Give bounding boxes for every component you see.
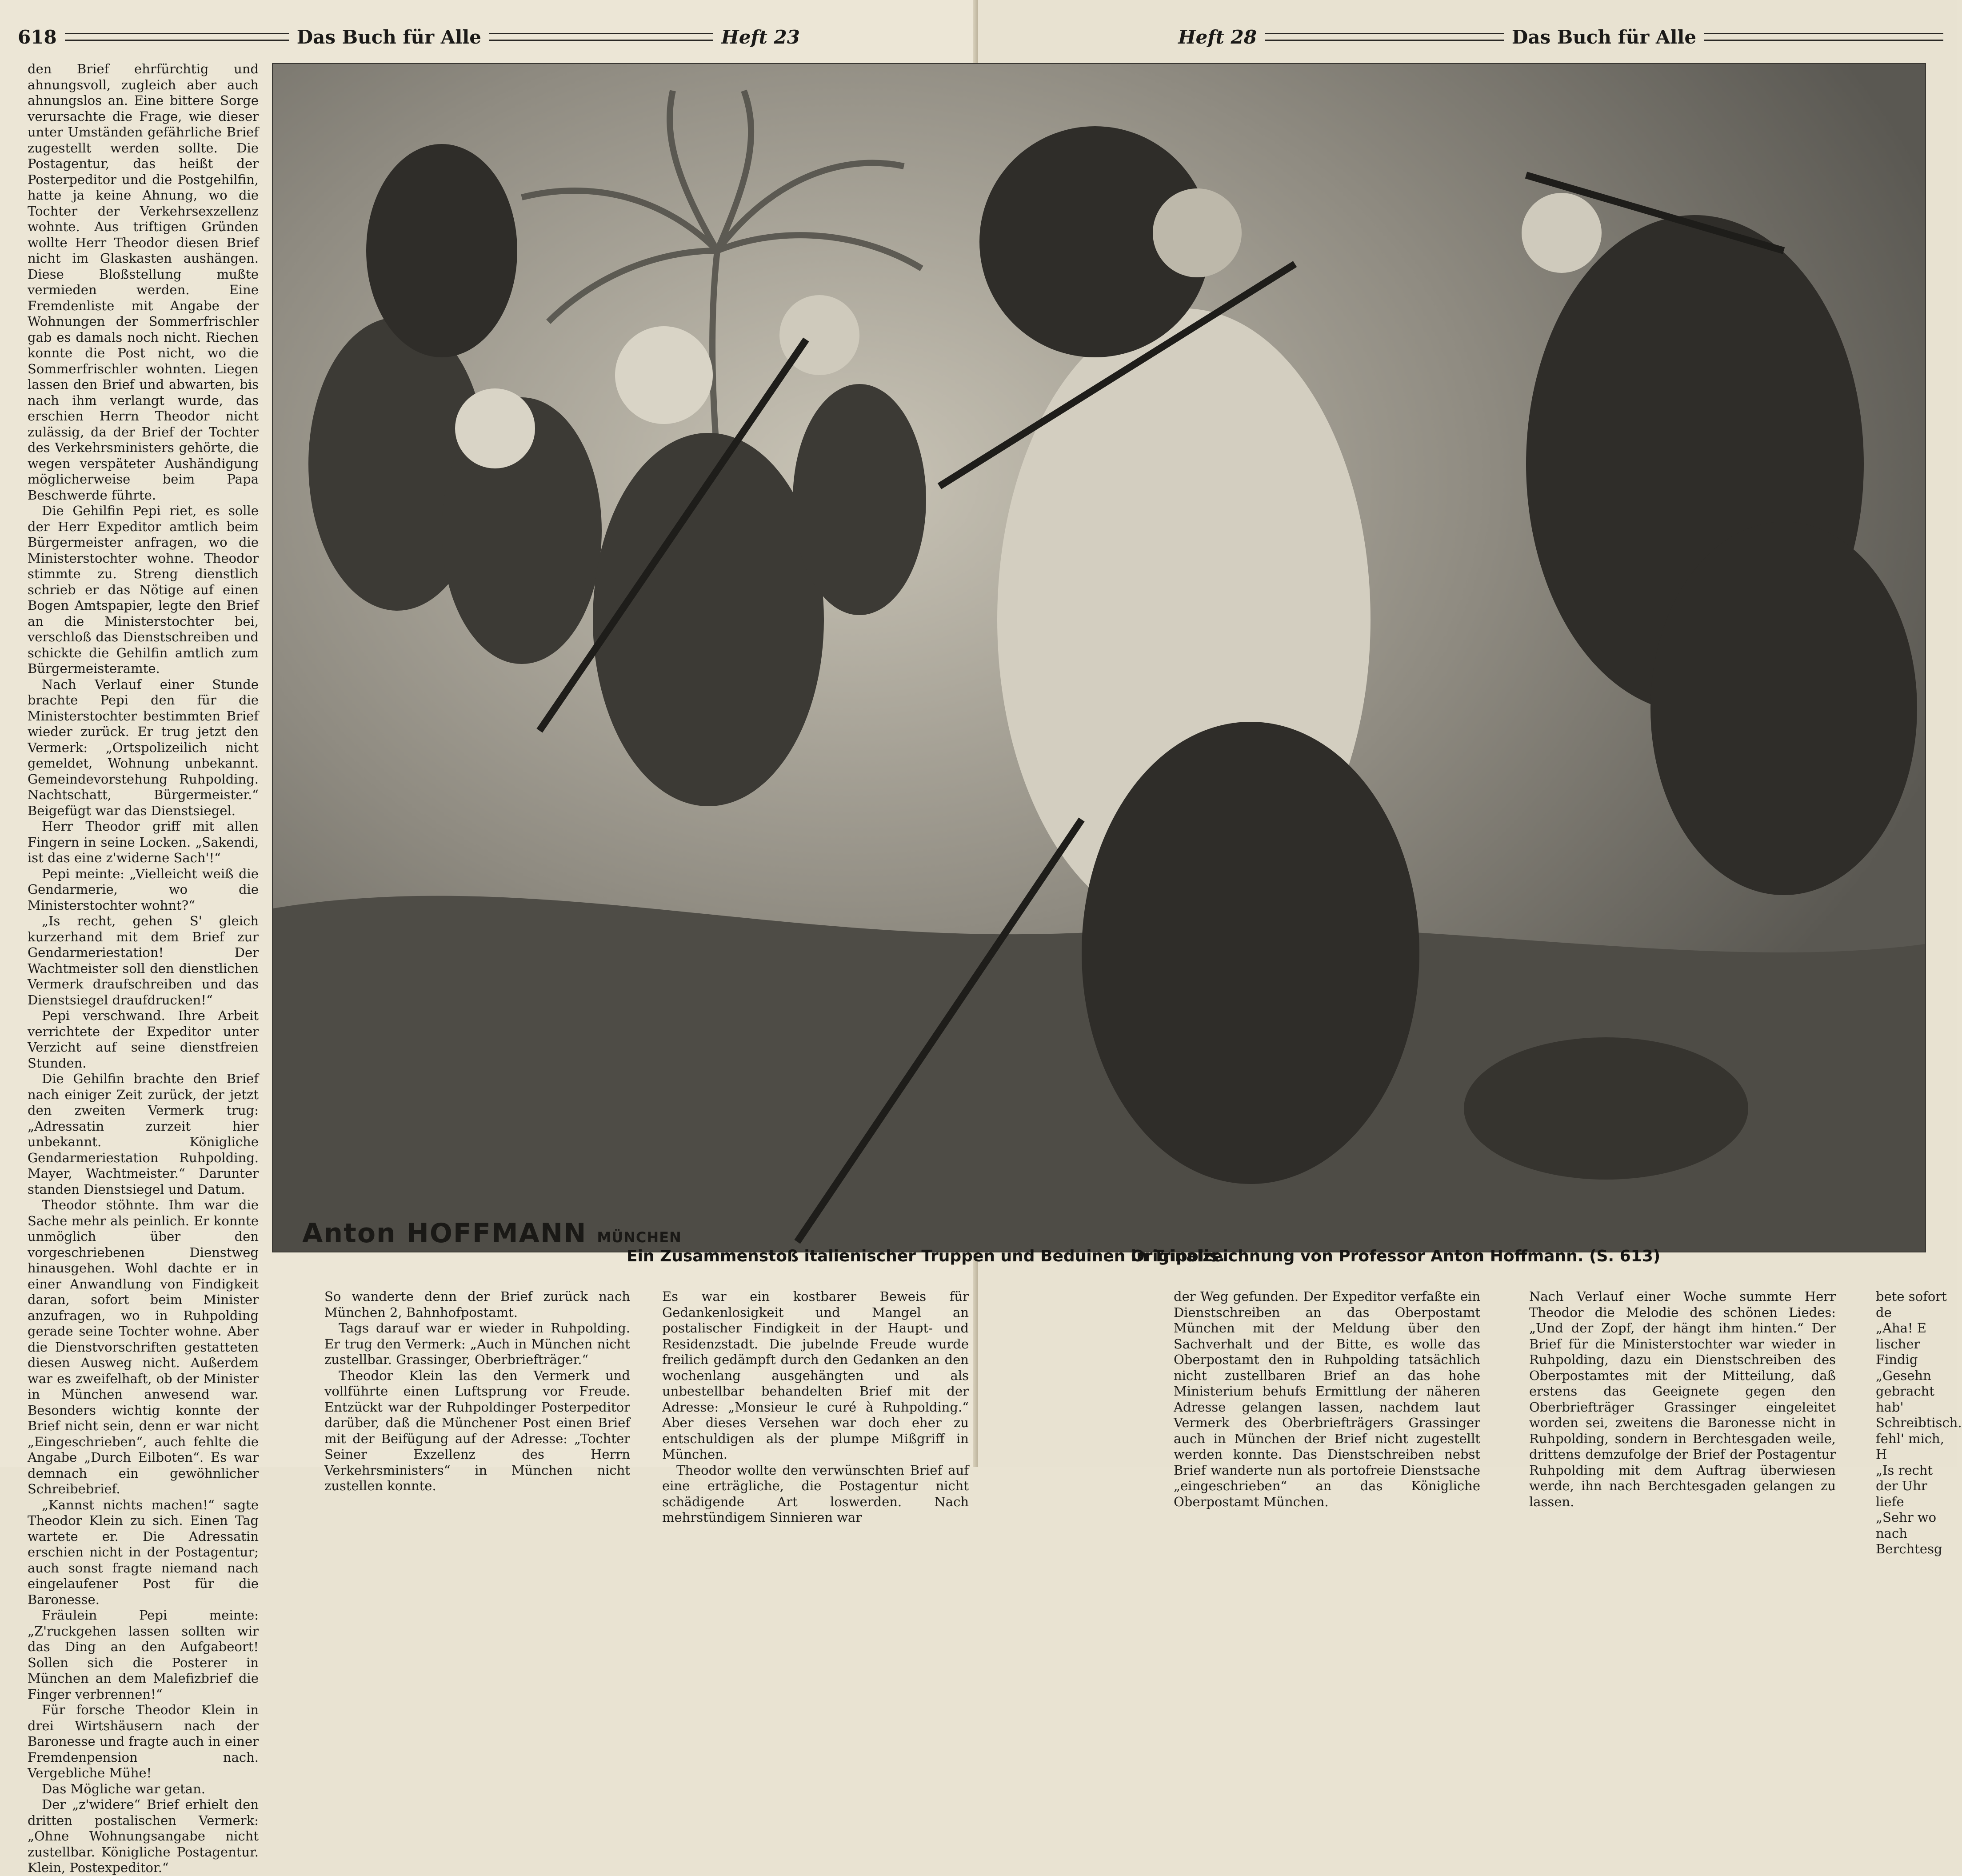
paragraph: Theodor Klein las den Vermerk und vollführte einen Luftsprung vor Freude. Entzückt war der Ruhpoldinger Posterpeditor darüber, daß die Münchener Post einen Brief mit der Beifügung auf der Adresse: „Tochter Seiner Exzellenz des Herrn Verkehrsministers“ in München nicht zustellen konnte. [324,1368,630,1493]
paragraph: Nach Verlauf einer Stunde brachte Pepi den für die Ministerstochter bestimmten Brief wieder zurück. Er trug jetzt den Vermerk: „Ortspolizeilich nicht gemeldet, Wohnung unbekannt. Gemeindevorstehung Ruhpolding. Nachtschatt, Bürgermeister.“ Beigefügt war das Dienstsiegel. [28,676,259,818]
paragraph: Herr Theodor griff mit allen Fingern in seine Locken. „Sakendi, ist das eine z'widerne Sach'!“ [28,819,259,865]
bottom-column-2 [662,1289,969,1525]
bottom-column-1 [324,1289,630,1493]
illustration-caption-right: Originalzeichnung von Professor Anton Hoffmann. (S. 613) [1131,1247,1661,1265]
bottom-column-5 [1876,1289,1962,1556]
paragraph: bete sofort de [1876,1289,1947,1320]
paragraph: Theodor stöhnte. Ihm war die Sache mehr als peinlich. Er konnte unmöglich über den vorgeschriebenen Dienstweg hinausgehen. Wohl dachte er in einer Anwandlung von Findigkeit daran, sofort beim Minister anzufragen, wo in Ruhpolding gerade seine Tochter wohne. Aber die Dienstvorschriften gestatteten diesen Ausweg nicht. Außerdem war es zweifelhaft, ob der Minister in München anwesend war. Besonders wichtig konnte der Brief nicht sein, denn er war nicht „Eingeschrieben“, auch fehlte die Angabe „Durch Eilboten“. Es war demnach ein gewöhnlicher Schreibebrief. [28,1197,259,1496]
paragraph: lischer Findig [1876,1336,1920,1367]
paragraph: „Sehr wo [1876,1510,1937,1525]
artist-signature: Anton HOFFMANN MÜNCHEN [302,1218,682,1249]
left-page-header [18,21,800,52]
paragraph: der Weg gefunden. Der Expeditor verfaßte ein Dienstschreiben an das Oberpostamt München mit der Meldung über den Sachverhalt und der Bitte, es wolle das Oberpostamt den in Ruhpolding tatsächlich nicht zustellbaren Brief an das hohe Ministerium behufs Ermittlung der näheren Adresse gelangen lassen, nachdem laut Vermerk des Oberbriefträgers Grassinger auch in München der Brief nicht zugestellt werden konnte. Das Dienstschreiben nebst Brief wanderte nun als portofreie Dienstsache „eingeschrieben“ an das Königliche Oberpostamt München. [1174,1289,1480,1509]
paragraph: Für forsche Theodor Klein in drei Wirtshäusern nach der Baronesse und fragte auch in einer Fremdenpension nach. Vergebliche Mühe! [28,1702,259,1780]
illustration-drawing [273,64,1925,1252]
right-page-header [1178,21,1951,52]
paragraph: Die Gehilfin Pepi riet, es solle der Herr Expeditor amtlich beim Bürgermeister anfragen, wo die Ministerstochter wohne. Theodor stimmte zu. Streng dienstlich schrieb er das Nötige auf einen Bogen Amtspapier, legte den Brief an die Ministerstochter bei, verschloß das Dienstschreiben und schickte die Gehilfin amtlich zum Bürgermeisteramte. [28,503,259,676]
paragraph: „Gesehn [1876,1368,1931,1383]
paragraph: Theodor wollte den verwünschten Brief auf eine erträgliche, die Postagentur nicht schädigende Art loswerden. Nach mehrstündigem Sinnieren war [662,1462,969,1525]
paragraph: „Kannst nichts machen!“ sagte Theodor Klein zu sich. Einen Tag wartete er. Die Adressatin erschien nicht in der Postagentur; auch sonst fragte niemand nach eingelaufener Post für die Baronesse. [28,1497,259,1607]
page-number: 618 [18,26,57,48]
paragraph: Fräulein Pepi meinte: „Z'ruckgehen lassen sollten wir das Ding an den Aufgabeort! Sollen sich die Posterer in München an dem Malefizbrief die Finger verbrennen!“ [28,1608,259,1702]
issue-label: Heft 28 [1178,26,1257,48]
running-title: Das Buch für Alle [1511,26,1697,48]
issue-label: Heft 23 [721,26,800,48]
fallen-figure [1464,1037,1748,1180]
paragraph: Die Gehilfin brachte den Brief nach einiger Zeit zurück, der jetzt den zweiten Vermerk trug: „Adressatin zurzeit hier unbekannt. Königliche Gendarmeriestation Ruhpolding. Mayer, Wachtmeister.“ Darunter standen Dienstsiegel und Datum. [28,1071,259,1197]
paragraph: der Uhr liefe [1876,1478,1927,1509]
paragraph: Das Mögliche war getan. [42,1781,205,1796]
paragraph: Es war ein kostbarer Beweis für Gedankenlosigkeit und Mangel an postalischer Findigkeit in der Haupt- und Residenzstadt. Die jubelnde Freude wurde freilich gedämpft durch den Gedanken an den wochenlang ausgehängten und als unbestellbar behandelten Brief mit der Adresse: „Monsieur le curé à Ruhpolding.“ Aber dieses Versehen war doch eher zu entschuldigen als der plumpe Mißgriff in München. [662,1289,969,1462]
paragraph: den Brief ehrfürchtig und ahnungsvoll, zugleich aber auch ahnungslos an. Eine bittere Sorge verursachte die Frage, wie dieser unter Umständen gefährliche Brief zugestellt werden sollte. Die Postagentur, das heißt der Posterpeditor und die Postgehilfin, hatte ja keine Ahnung, wo die Tochter der Verkehrsexzellenz wohnte. Aus triftigen Gründen wollte Herr Theodor diesen Brief nicht im Glaskasten aushängen. Diese Bloßstellung mußte vermieden werden. Eine Fremdenliste mit Angabe der Wohnungen der Sommerfrischler gab es damals noch nicht. Riechen konnte die Post nicht, wo die Sommerfrischler wohnten. Liegen lassen den Brief und abwarten, bis nach ihm verlangt wurde, das erschien Herrn Theodor nicht zulässig, da der Brief der Tochter des Verkehrsministers gehörte, die wegen verspäteter Aushändigung möglicherweise beim Papa Beschwerde führte. [28,61,259,503]
left-text-column [28,61,259,1875]
paragraph: fehl' mich, H [1876,1431,1944,1462]
header-rule [65,33,289,41]
header-rule [1265,33,1504,41]
paragraph: nach Berchtesg [1876,1525,1942,1556]
battle-illustration [272,63,1926,1252]
paragraph: Pepi verschwand. Ihre Arbeit verrichtete der Expeditor unter Verzicht auf seine dienstfreien Stunden. [28,1008,259,1071]
bottom-column-3 [1174,1289,1480,1509]
paragraph: „Is recht, gehen S' gleich kurzerhand mit dem Brief zur Gendarmeriestation! Der Wachtmeister soll den dienstlichen Vermerk draufschreiben und das Dienstsiegel draufdrucken!“ [28,913,259,1008]
paragraph: „Is recht [1876,1462,1933,1478]
paragraph: Nach Verlauf einer Woche summte Herr Theodor die Melodie des schönen Liedes: „Und der Zopf, der hängt ihm hinten.“ Der Brief für die Ministerstochter war wieder in Ruhpolding, dazu ein Dienstschreiben des Oberpostamtes mit der Mitteilung, daß erstens das Geeignete gegen den Oberbriefträger Grassinger eingeleitet worden sei, zweitens die Baronesse nicht in Ruhpolding, sondern in Berchtesgaden weile, drittens demzufolge der Brief der Postagentur Ruhpolding mit dem Auftrag überwiesen werde, ihn nach Berchtesgaden gelangen zu lassen. [1529,1289,1836,1509]
illustration-caption-left: Ein Zusammenstoß italienischer Truppen und Beduinen in Tripolis. [627,1247,1225,1265]
paragraph: Tags darauf war er wieder in Ruhpolding. Er trug den Vermerk: „Auch in München nicht zustellbar. Grassinger, Oberbriefträger.“ [324,1320,630,1367]
paragraph: Pepi meinte: „Vielleicht weiß die Gendarmerie, wo die Ministerstochter wohnt?“ [28,866,259,913]
paragraph: „Aha! E [1876,1320,1926,1336]
running-title: Das Buch für Alle [296,26,481,48]
paragraph: gebracht hab' [1876,1384,1935,1415]
paragraph: Der „z'widere“ Brief erhielt den dritten postalischen Vermerk: „Ohne Wohnungsangabe nicht zustellbar. Königliche Postagentur. Klein, Postexpeditor.“ [28,1797,259,1875]
bottom-column-4 [1529,1289,1836,1509]
header-rule [489,33,713,41]
header-rule [1704,33,1943,41]
paragraph: So wanderte denn der Brief zurück nach München 2, Bahnhofpostamt. [324,1289,630,1320]
paragraph: Schreibtisch. [1876,1415,1962,1430]
